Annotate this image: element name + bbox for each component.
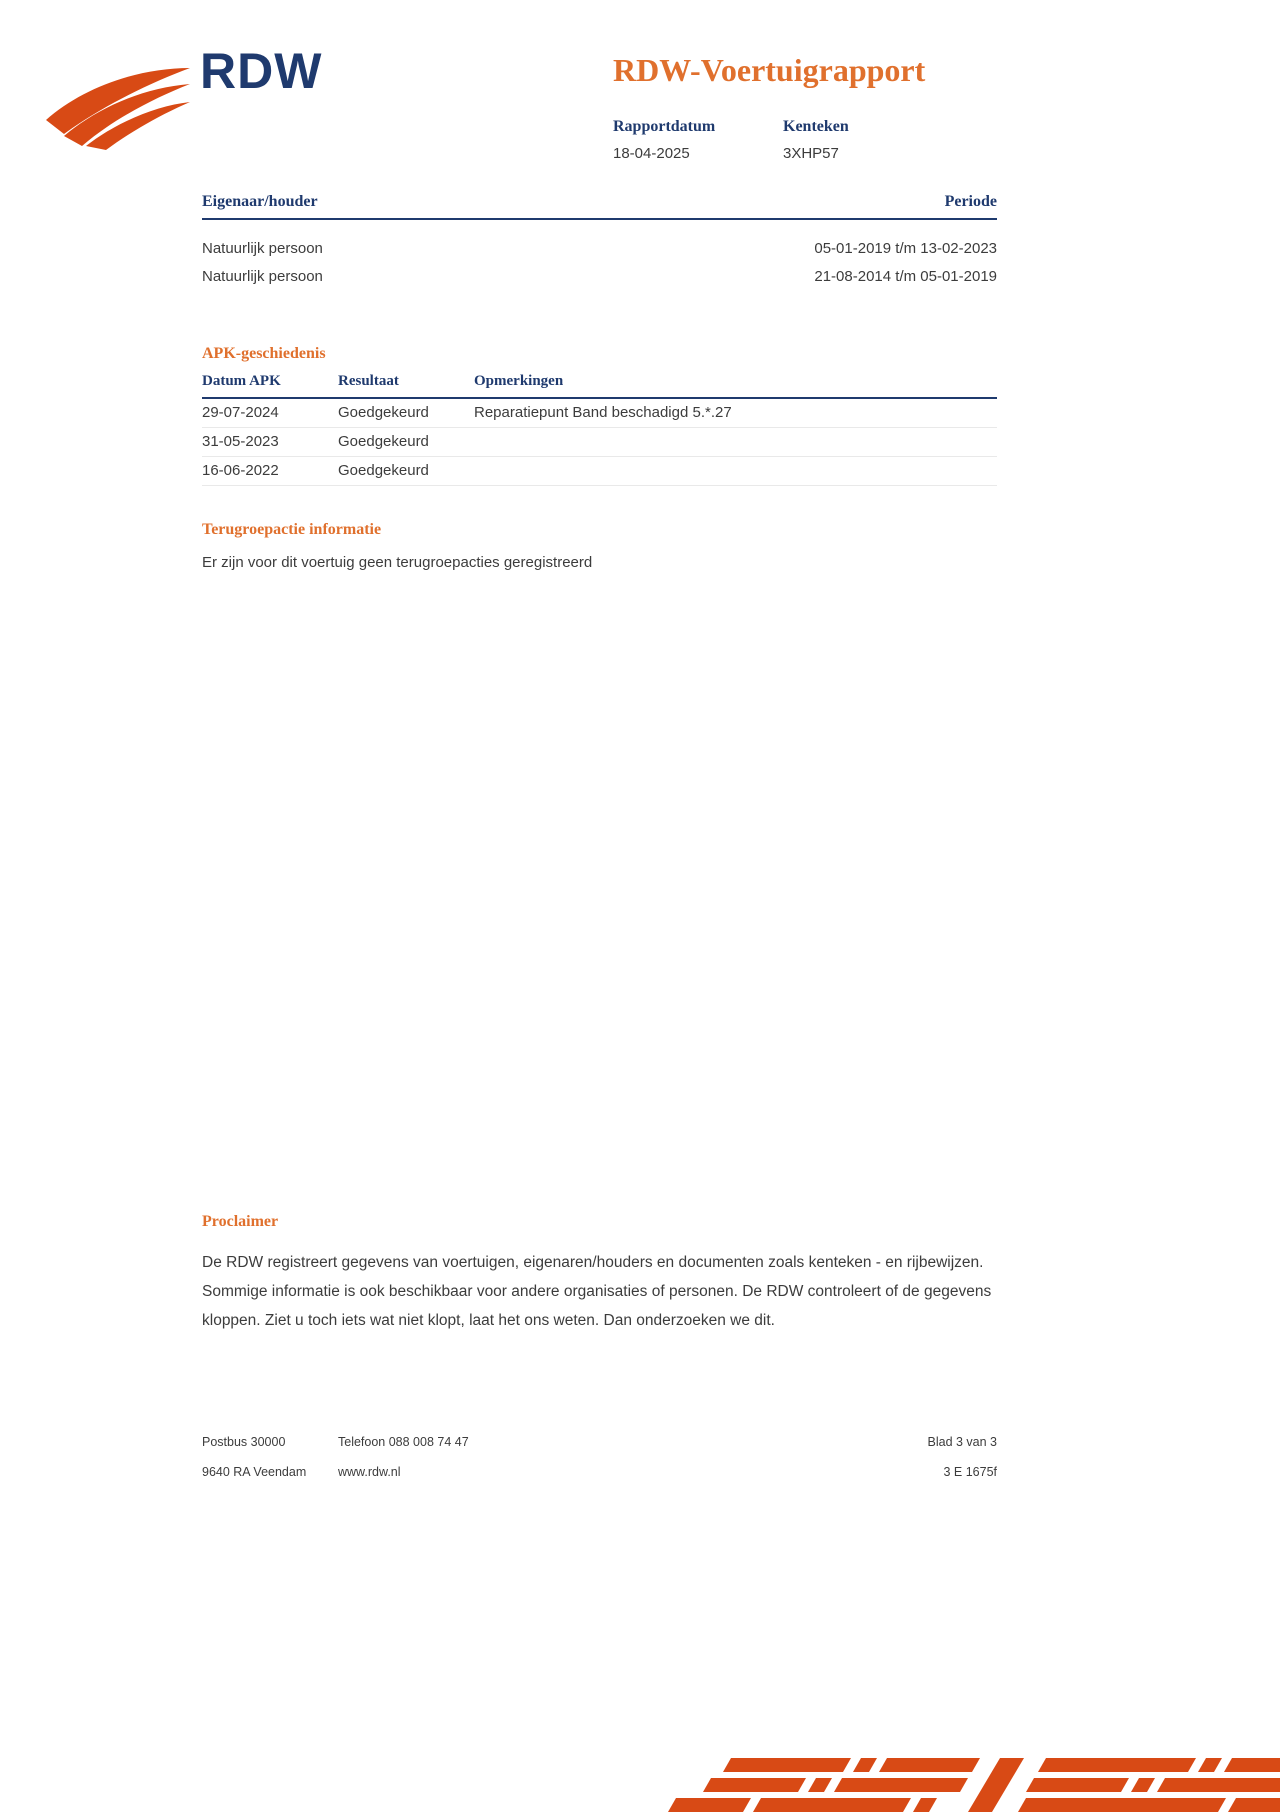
apk-opmerkingen: Reparatiepunt Band beschadigd 5.*.27 (474, 404, 732, 421)
owner-row (202, 268, 997, 296)
owner-title: Eigenaar/houder (202, 193, 318, 210)
apk-resultaat: Goedgekeurd (338, 433, 429, 450)
rapportdatum-block (613, 118, 783, 162)
report-title: RDW-Voertuigrapport (613, 52, 926, 88)
apk-row (202, 457, 997, 486)
rdw-flag-icon (42, 58, 192, 150)
owner-period: 05-01-2019 t/m 13-02-2023 (814, 240, 997, 257)
kenteken-value: 3XHP57 (783, 145, 839, 162)
kenteken-label: Kenteken (783, 118, 849, 135)
apk-datum: 16-06-2022 (202, 462, 279, 479)
owner-section (202, 193, 997, 296)
apk-history-section (202, 345, 997, 486)
owner-header (202, 193, 997, 220)
footer (202, 1435, 997, 1495)
apk-opmerkingen (474, 433, 997, 450)
rapportdatum-value: 18-04-2025 (613, 145, 690, 162)
proclaimer-text: De RDW registreert gegevens van voertuigen, eigenaren/houders en documenten zoals kenteken - en rijbewijzen. Sommige informatie is ook beschikbaar voor andere organisaties of personen. De RDW controleert of de gegevens kloppen. Ziet u toch iets wat niet klopt, laat het ons weten. Dan onderzoeken we dit. (202, 1254, 992, 1329)
period-label: Periode (944, 193, 997, 210)
owner-name: Natuurlijk persoon (202, 240, 323, 257)
owner-rows (202, 240, 997, 296)
apk-datum: 29-07-2024 (202, 404, 279, 421)
recall-title: Terugroepactie informatie (202, 521, 382, 538)
owner-period: 21-08-2014 t/m 05-01-2019 (814, 268, 997, 285)
footer-phone: Telefoon 088 008 74 47 (338, 1435, 469, 1449)
owner-row (202, 240, 997, 268)
kenteken-block (783, 118, 953, 162)
footer-website: www.rdw.nl (338, 1465, 401, 1479)
owner-name: Natuurlijk persoon (202, 268, 323, 285)
col-header-datum: Datum APK (202, 373, 281, 389)
recall-section (202, 521, 997, 571)
apk-title: APK-geschiedenis (202, 345, 326, 362)
apk-resultaat: Goedgekeurd (338, 404, 429, 421)
apk-header-row (202, 373, 997, 399)
footer-address-1: Postbus 30000 (202, 1435, 286, 1449)
recall-text: Er zijn voor dit voertuig geen terugroepacties geregistreerd (202, 554, 593, 571)
apk-row (202, 428, 997, 457)
footer-doc-code: 3 E 1675f (943, 1465, 997, 1479)
footer-address-2: 9640 RA Veendam (202, 1465, 307, 1479)
report-meta (613, 118, 953, 162)
col-header-resultaat: Resultaat (338, 373, 399, 389)
rapportdatum-label: Rapportdatum (613, 118, 716, 135)
footer-line (202, 1435, 997, 1449)
apk-opmerkingen (474, 462, 997, 479)
proclaimer-title: Proclaimer (202, 1213, 279, 1230)
apk-row (202, 399, 997, 428)
apk-table (202, 373, 997, 486)
apk-datum: 31-05-2023 (202, 433, 279, 450)
rdw-flag-stripes-graphic (668, 1758, 1280, 1812)
col-header-opmerkingen: Opmerkingen (474, 373, 564, 389)
proclaimer-section (202, 1213, 1002, 1335)
footer-page-number: Blad 3 van 3 (927, 1435, 997, 1449)
apk-resultaat: Goedgekeurd (338, 462, 429, 479)
footer-line (202, 1465, 997, 1479)
rdw-wordmark: RDW (200, 43, 323, 99)
